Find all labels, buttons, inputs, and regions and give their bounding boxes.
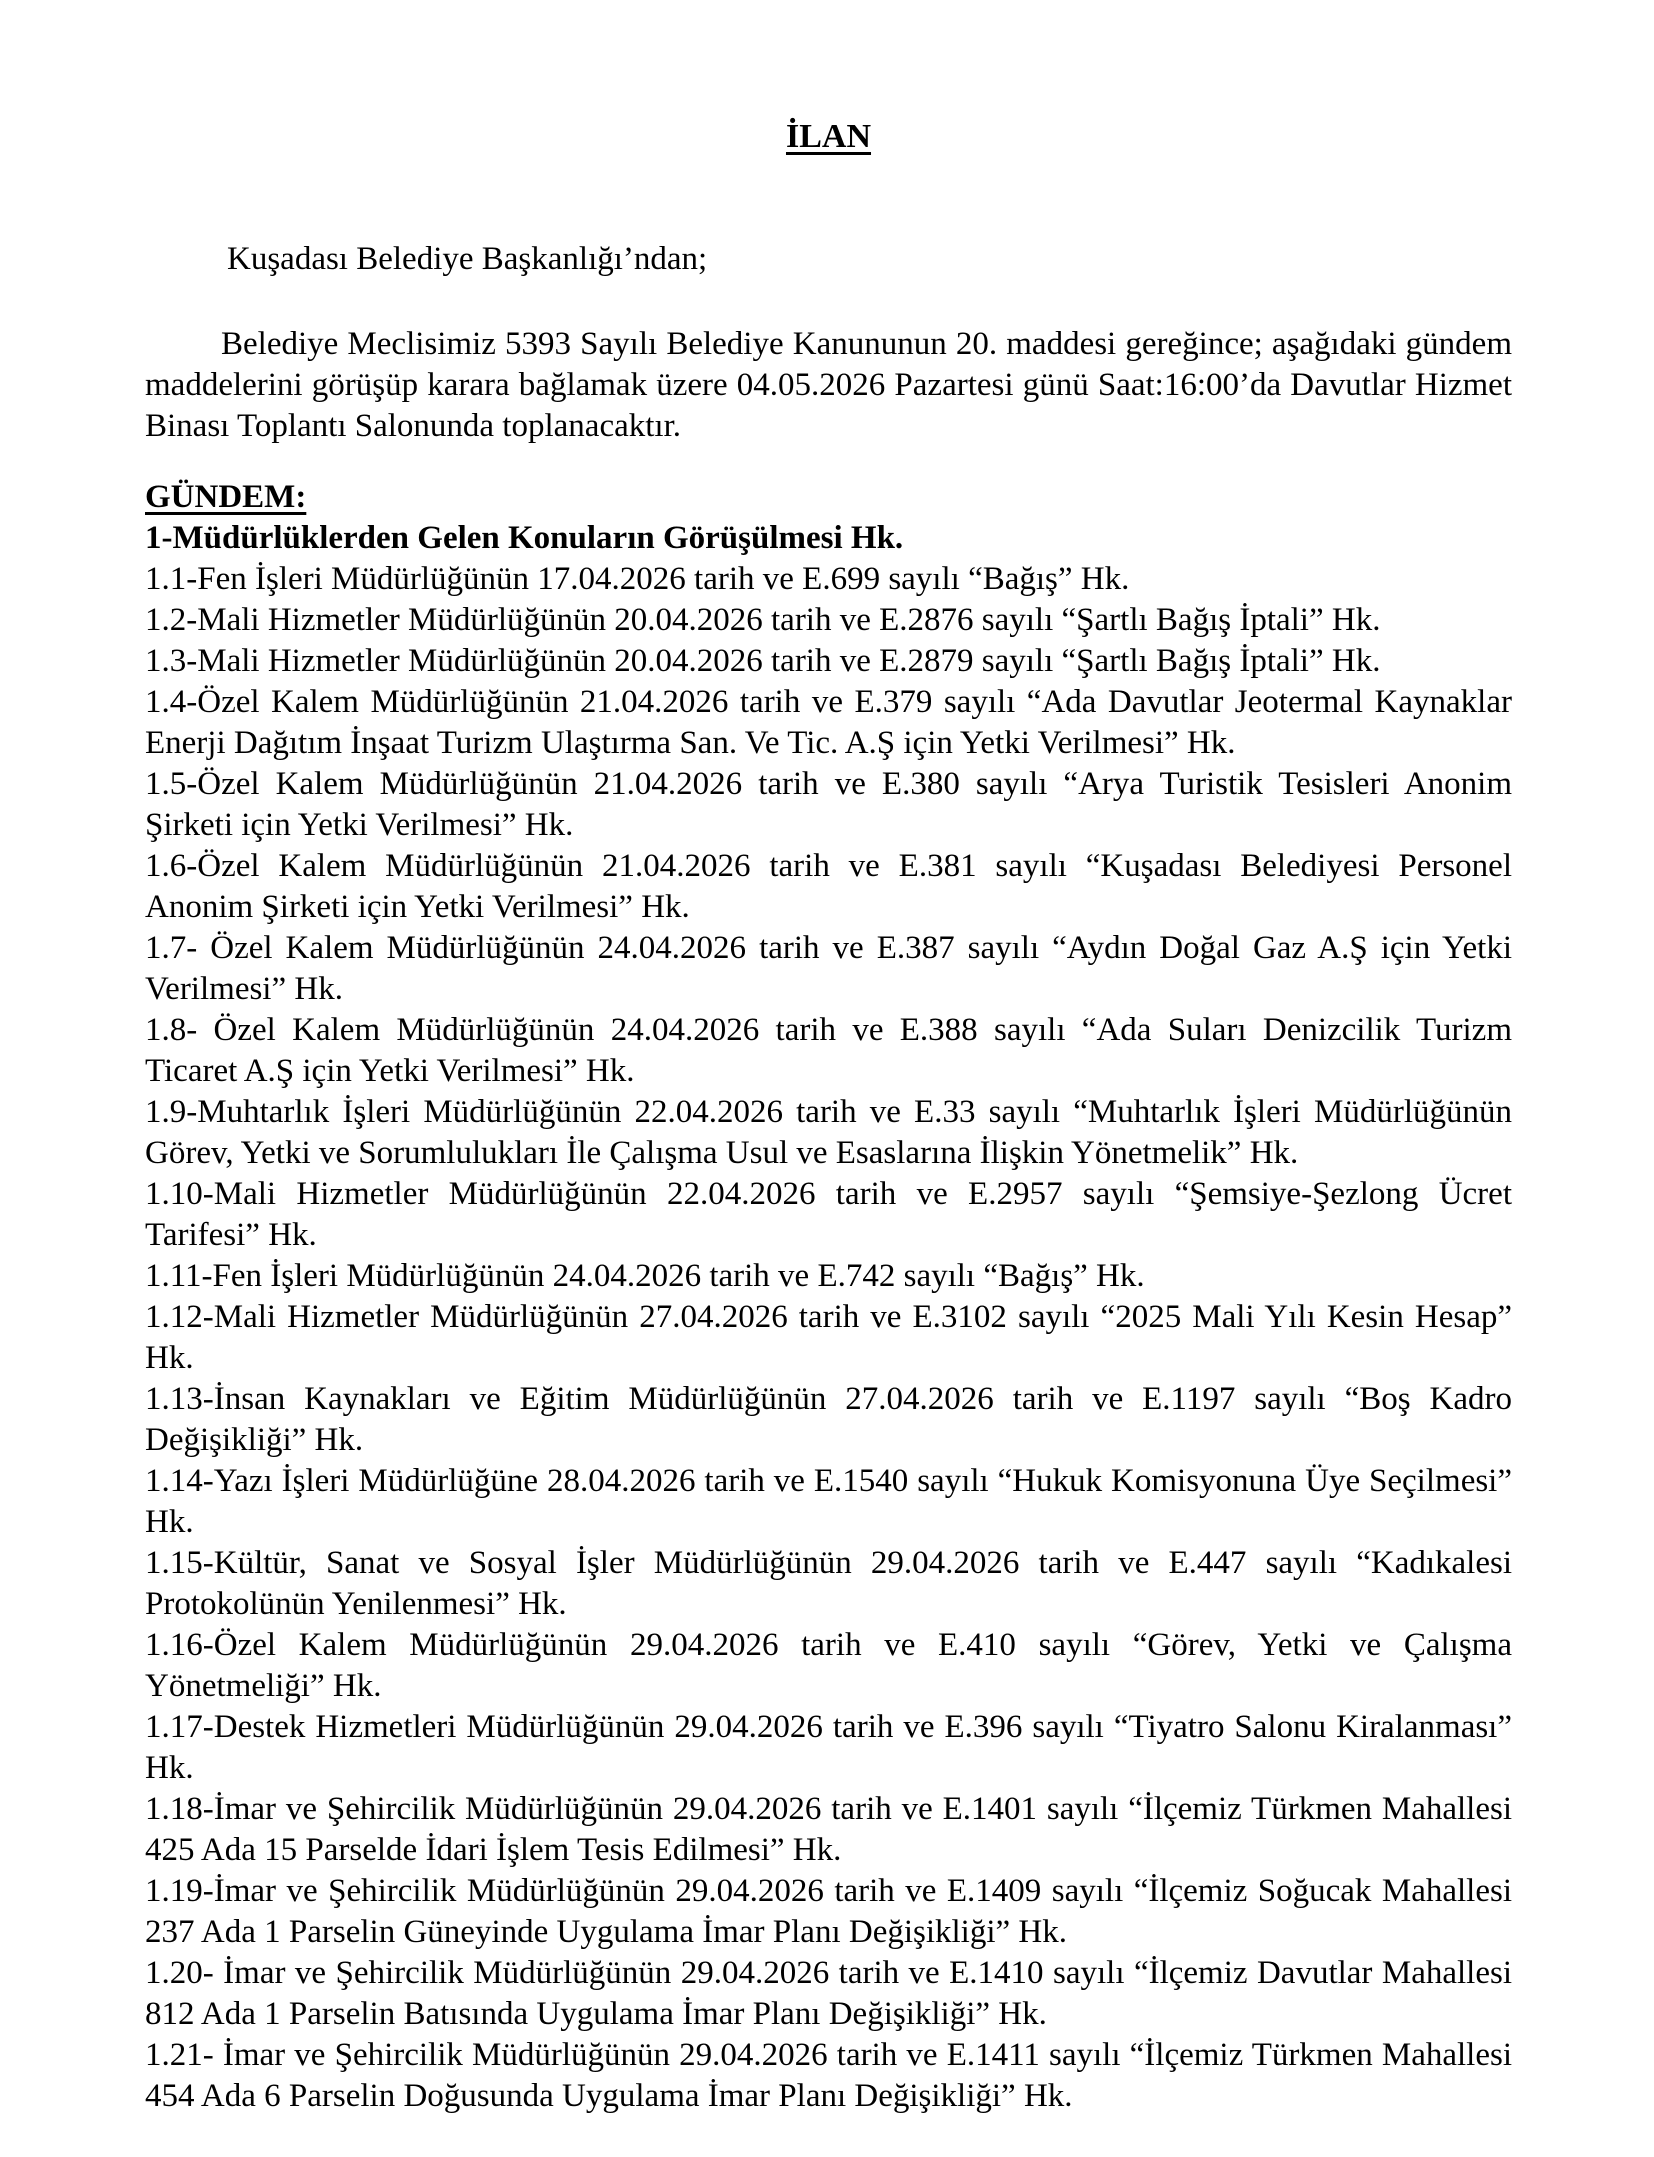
agenda-item: 1.4-Özel Kalem Müdürlüğünün 21.04.2026 tarih ve E.379 sayılı “Ada Davutlar Jeotermal Kaynaklar Enerji Dağıtım İnşaat Turizm Ulaştırma San. Ve Tic. A.Ş için Yetki Verilmesi” Hk. (145, 684, 1512, 761)
agenda-item: 1.19-İmar ve Şehircilik Müdürlüğünün 29.04.2026 tarih ve E.1409 sayılı “İlçemiz Soğucak Mahallesi 237 Ada 1 Parselin Güneyinde Uygulama İmar Planı Değişikliği” Hk. (145, 1873, 1512, 1950)
agenda-item: 1.5-Özel Kalem Müdürlüğünün 21.04.2026 tarih ve E.380 sayılı “Arya Turistik Tesisleri Anonim Şirketi için Yetki Verilmesi” Hk. (145, 766, 1512, 843)
agenda-item: 1.17-Destek Hizmetleri Müdürlüğünün 29.04.2026 tarih ve E.396 sayılı “Tiyatro Salonu Kiralanması” Hk. (145, 1709, 1512, 1786)
agenda-item: 1.10-Mali Hizmetler Müdürlüğünün 22.04.2026 tarih ve E.2957 sayılı “Şemsiye-Şezlong Ücret Tarifesi” Hk. (145, 1176, 1512, 1253)
agenda-item: 1.18-İmar ve Şehircilik Müdürlüğünün 29.04.2026 tarih ve E.1401 sayılı “İlçemiz Türkmen Mahallesi 425 Ada 15 Parselde İdari İşlem Tesis Edilmesi” Hk. (145, 1791, 1512, 1868)
agenda-item: 1.21- İmar ve Şehircilik Müdürlüğünün 29.04.2026 tarih ve E.1411 sayılı “İlçemiz Türkmen Mahallesi 454 Ada 6 Parselin Doğusunda Uygulama İmar Planı Değişikliği” Hk. (145, 2037, 1512, 2114)
agenda-item: 1.15-Kültür, Sanat ve Sosyal İşler Müdürlüğünün 29.04.2026 tarih ve E.447 sayılı “Kadıkalesi Protokolünün Yenilenmesi” Hk. (145, 1545, 1512, 1622)
agenda-item: 1.13-İnsan Kaynakları ve Eğitim Müdürlüğünün 27.04.2026 tarih ve E.1197 sayılı “Boş Kadro Değişikliği” Hk. (145, 1381, 1512, 1458)
agenda-item: 1.8- Özel Kalem Müdürlüğünün 24.04.2026 tarih ve E.388 sayılı “Ada Suları Denizcilik Turizm Ticaret A.Ş için Yetki Verilmesi” Hk. (145, 1012, 1512, 1089)
salutation-line: Kuşadası Belediye Başkanlığı’ndan; (227, 241, 708, 277)
agenda-item: 1.20- İmar ve Şehircilik Müdürlüğünün 29.04.2026 tarih ve E.1410 sayılı “İlçemiz Davutlar Mahallesi 812 Ada 1 Parselin Batısında Uygulama İmar Planı Değişikliği” Hk. (145, 1955, 1512, 2032)
document-title: İLAN (785, 118, 872, 155)
agenda-heading: GÜNDEM: (145, 479, 307, 515)
agenda-section-title: 1-Müdürlüklerden Gelen Konuların Görüşülmesi Hk. (145, 520, 904, 556)
agenda-heading-row (145, 477, 1512, 518)
agenda-item: 1.12-Mali Hizmetler Müdürlüğünün 27.04.2026 tarih ve E.3102 sayılı “2025 Mali Yılı Kesin Hesap” Hk. (145, 1299, 1512, 1376)
agenda-item: 1.7- Özel Kalem Müdürlüğünün 24.04.2026 tarih ve E.387 sayılı “Aydın Doğal Gaz A.Ş için Yetki Verilmesi” Hk. (145, 930, 1512, 1007)
agenda-item: 1.6-Özel Kalem Müdürlüğünün 21.04.2026 tarih ve E.381 sayılı “Kuşadası Belediyesi Personel Anonim Şirketi için Yetki Verilmesi” Hk. (145, 848, 1512, 925)
agenda-item: 1.16-Özel Kalem Müdürlüğünün 29.04.2026 tarih ve E.410 sayılı “Görev, Yetki ve Çalışma Yönetmeliği” Hk. (145, 1627, 1512, 1704)
intro-paragraph: Belediye Meclisimiz 5393 Sayılı Belediye Kanununun 20. maddesi gereğince; aşağıdaki gündem maddelerini görüşüp karara bağlamak üzere 04.05.2026 Pazartesi günü Saat:16:00’da Davutlar Hizmet Binası Toplantı Salonunda toplanacaktır. (145, 326, 1512, 444)
agenda-items-list (145, 559, 1512, 2117)
agenda-item: 1.11-Fen İşleri Müdürlüğünün 24.04.2026 tarih ve E.742 sayılı “Bağış” Hk. (145, 1258, 1145, 1294)
agenda-item: 1.14-Yazı İşleri Müdürlüğüne 28.04.2026 tarih ve E.1540 sayılı “Hukuk Komisyonuna Üye Seçilmesi” Hk. (145, 1463, 1512, 1540)
agenda-item: 1.2-Mali Hizmetler Müdürlüğünün 20.04.2026 tarih ve E.2876 sayılı “Şartlı Bağış İptali” Hk. (145, 602, 1381, 638)
agenda-item: 1.9-Muhtarlık İşleri Müdürlüğünün 22.04.2026 tarih ve E.33 sayılı “Muhtarlık İşleri Müdürlüğünün Görev, Yetki ve Sorumlulukları İle Çalışma Usul ve Esaslarına İlişkin Yönetmelik” Hk. (145, 1094, 1512, 1171)
agenda-item: 1.1-Fen İşleri Müdürlüğünün 17.04.2026 tarih ve E.699 sayılı “Bağış” Hk. (145, 561, 1130, 597)
agenda-item: 1.3-Mali Hizmetler Müdürlüğünün 20.04.2026 tarih ve E.2879 sayılı “Şartlı Bağış İptali” Hk. (145, 643, 1381, 679)
